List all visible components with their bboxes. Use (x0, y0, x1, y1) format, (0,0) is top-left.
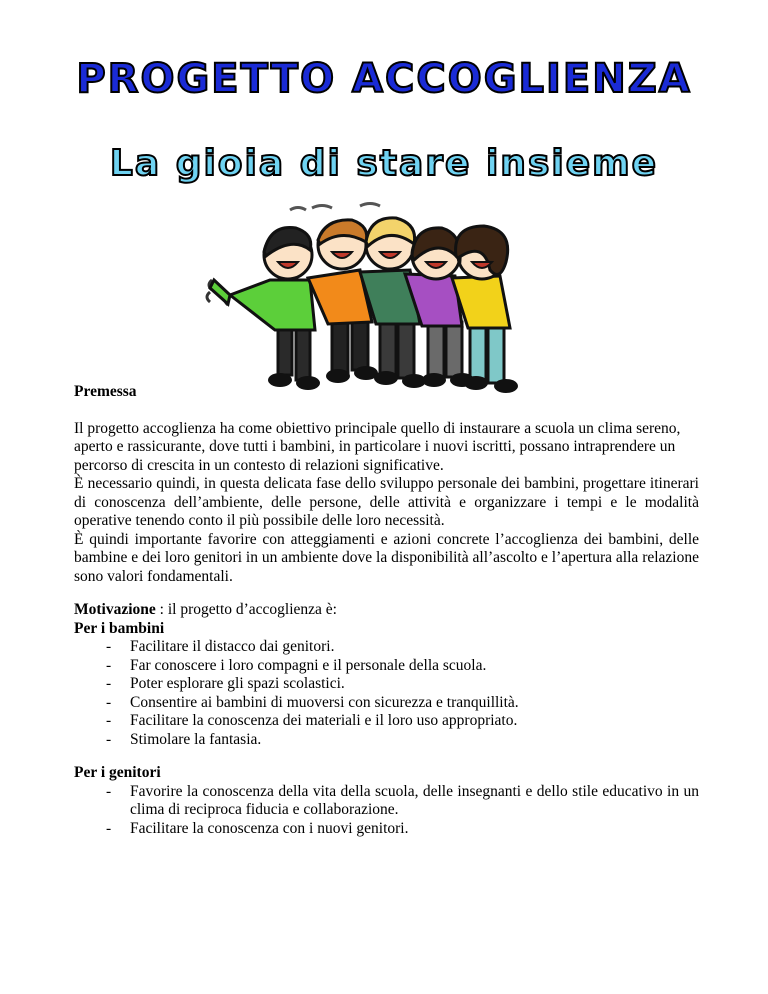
bambini-heading: Per i bambini (74, 619, 165, 637)
list-item: - Far conoscere i loro compagni e il personale della scuola. (130, 657, 699, 676)
genitori-list (74, 783, 699, 839)
premessa-paragraph-1: Il progetto accoglienza ha come obiettivo principale quello di instaurare a scuola un clima sereno, aperto e rassicurante, dove tutti i bambini, in particolare i nuovi iscritti, possano intraprendere un percorso di crescita in un contesto di relazioni significative. (74, 419, 681, 474)
list-item: - Favorire la conoscenza della vita della scuola, delle insegnanti e dello stile educativo in un clima di reciproca fiducia e collaborazione. (130, 783, 699, 820)
premessa-paragraph-3: È quindi importante favorire con atteggiamenti e azioni concrete l’accoglienza dei bambini, delle bambine e dei loro genitori in un ambiente dove la disponibilità all’ascolto e l’apertura alla relazione sono valori fondamentali. (74, 530, 699, 585)
list-item: - Stimolare la fantasia. (130, 731, 699, 750)
list-item: - Facilitare la conoscenza dei materiali e il loro uso appropriato. (130, 712, 699, 731)
genitori-heading: Per i genitori (74, 764, 161, 781)
page-title: PROGETTO ACCOGLIENZA (76, 56, 692, 102)
premessa-heading: Premessa (74, 383, 137, 400)
list-item: - Facilitare la conoscenza con i nuovi genitori. (130, 820, 699, 839)
premessa-paragraph-2: È necessario quindi, in questa delicata fase dello sviluppo personale dei bambini, progettare itinerari di conoscenza dell’ambiente, delle persone, delle attività e organizzare i tempi e le modalità operative tenendo conto il più possibile delle loro necessità. (74, 475, 699, 529)
page-subtitle: La gioia di stare insieme (109, 143, 659, 184)
list-item: - Consentire ai bambini di muoversi con sicurezza e tranquillità. (130, 694, 699, 713)
motivazione-line (74, 601, 699, 620)
list-item: - Facilitare il distacco dai genitori. (130, 638, 699, 657)
children-group-illustration (200, 200, 530, 400)
motivazione-text: : il progetto d’accoglienza è: (155, 601, 337, 618)
motivazione-label: Motivazione (74, 601, 156, 618)
list-item: - Poter esplorare gli spazi scolastici. (130, 675, 699, 694)
bambini-list (74, 638, 699, 749)
